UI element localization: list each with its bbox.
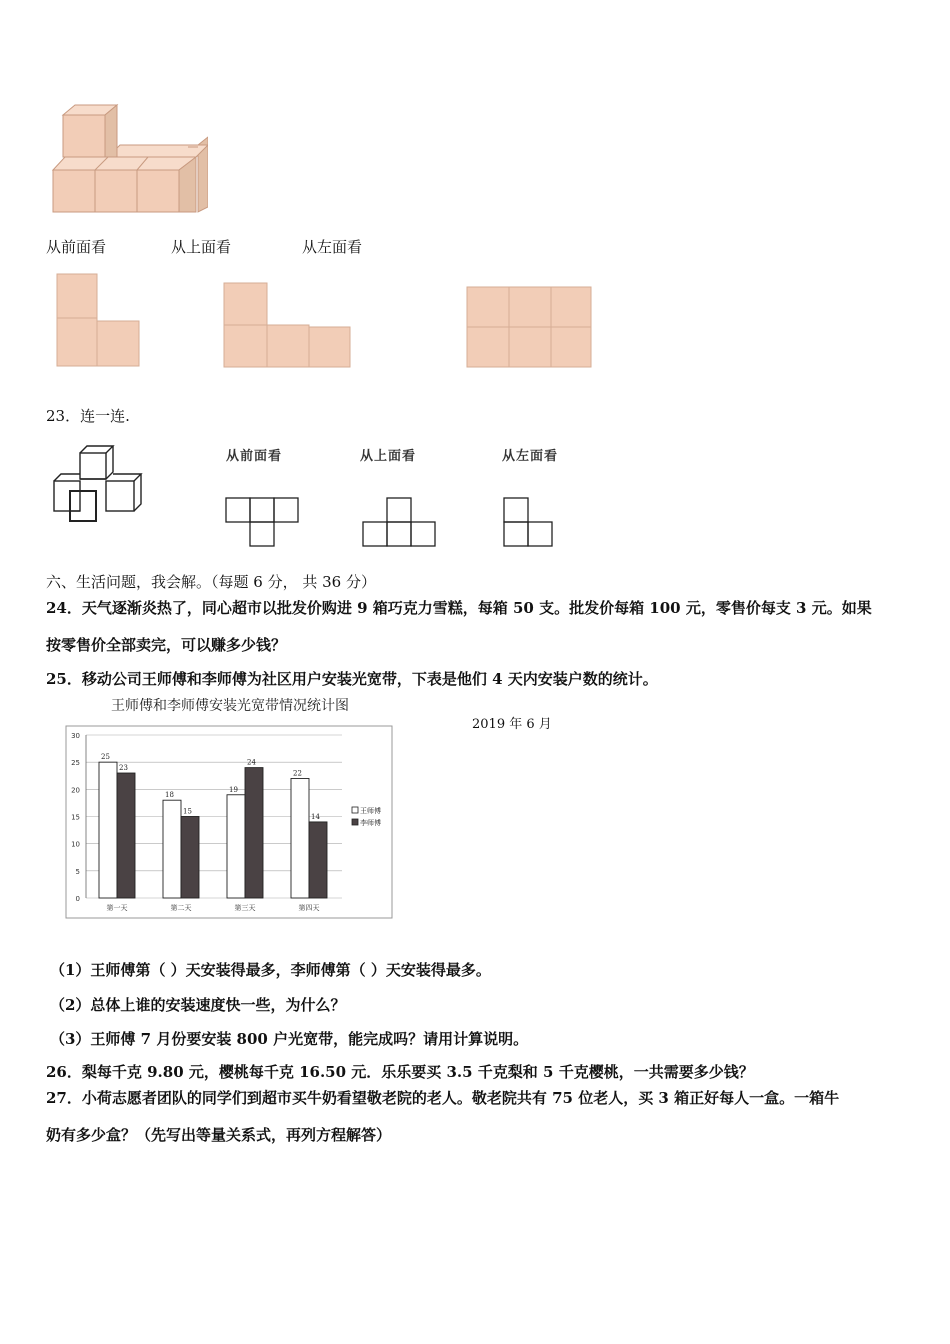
q22-label-front: 从前面看 [46, 238, 107, 256]
bar-li [181, 817, 199, 899]
q23-front-view-option[interactable] [224, 496, 304, 548]
category-label: 第一天 [106, 904, 128, 912]
section-6-heading: 六、生活问题，我会解。（每题 6 分， 共 36 分） [46, 573, 376, 591]
category-label: 第四天 [298, 904, 320, 912]
q22-label-top: 从上面看 [171, 238, 232, 256]
legend-swatch [352, 819, 358, 825]
legend-swatch [352, 807, 358, 813]
bar-wang [291, 778, 309, 898]
bar-value-label: 19 [229, 785, 238, 794]
chart-title: 王师傅和李师傅安装光宽带情况统计图 [111, 698, 349, 714]
bar-li [245, 768, 263, 898]
legend-label: 李师傅 [360, 819, 381, 827]
category-label: 第三天 [234, 904, 256, 912]
y-tick-label: 0 [75, 895, 80, 903]
q27-line2: 奶有多少盒？（先写出等量关系式，再列方程解答） [46, 1126, 392, 1144]
q25-intro: 25．移动公司王师傅和李师傅为社区用户安装光宽带，下表是他们 4 天内安装户数的统计。 [46, 670, 658, 688]
q25-sub1: （1）王师傅第（ ）天安装得最多，李师傅第（ ）天安装得最多。 [50, 961, 491, 979]
q25-sub3: （3）王师傅 7 月份要安装 800 户光宽带，能完成吗？请用计算说明。 [50, 1030, 529, 1048]
y-tick-label: 10 [71, 840, 80, 849]
y-tick-label: 15 [71, 813, 80, 822]
bar-wang [99, 762, 117, 898]
bar-li [309, 822, 327, 898]
y-tick-label: 30 [71, 732, 80, 740]
q26-text: 26．梨每千克 9.80 元，樱桃每千克 16.50 元．乐乐要买 3.5 千克梨和 5 千克樱桃，一共需要多少钱？ [46, 1063, 754, 1081]
bar-wang [163, 800, 181, 898]
y-tick-label: 5 [75, 867, 80, 876]
bar-li [117, 773, 135, 898]
bar-value-label: 25 [101, 753, 110, 762]
chart-date: 2019 年 6 月 [472, 717, 552, 732]
legend-label: 王师傅 [360, 807, 381, 815]
bar-chart [60, 692, 400, 922]
y-tick-label: 25 [71, 759, 80, 768]
q24-line2: 按零售价全部卖完，可以赚多少钱？ [46, 636, 287, 654]
q23-label-top: 从上面看 [360, 449, 417, 464]
bar-wang [227, 795, 245, 898]
q25-sub2: （2）总体上谁的安装速度快一些，为什么？ [50, 996, 346, 1014]
q27-line1: 27．小荷志愿者团队的同学们到超市买牛奶看望敬老院的老人。敬老院共有 75 位老人，买 3 箱正好每人一盒。一箱牛 [46, 1089, 840, 1107]
q22-label-left: 从左面看 [302, 238, 363, 256]
category-label: 第二天 [170, 904, 192, 912]
q23-label-front: 从前面看 [226, 449, 283, 464]
bar-value-label: 14 [311, 812, 320, 821]
bar-value-label: 22 [293, 769, 302, 778]
front-view-shape [55, 272, 145, 368]
cube-figure-q23 [50, 443, 150, 525]
cube-figure-q22 [48, 100, 208, 216]
bar-value-label: 18 [165, 791, 174, 800]
top-view-shape [222, 281, 354, 371]
y-tick-label: 20 [71, 786, 80, 795]
q23-left-view-option[interactable] [502, 496, 556, 550]
q23-title: 23．连一连. [46, 407, 130, 425]
bar-value-label: 15 [183, 807, 192, 816]
left-view-shape [465, 285, 595, 369]
q24-line1: 24．天气逐渐炎热了，同心超市以批发价购进 9 箱巧克力雪糕，每箱 50 支。批发价每箱 100 元，零售价每支 3 元。如果 [46, 599, 872, 617]
bar-value-label: 24 [247, 758, 256, 767]
q23-label-left: 从左面看 [502, 449, 559, 464]
bar-value-label: 23 [119, 764, 128, 773]
q23-top-view-option[interactable] [361, 496, 441, 548]
